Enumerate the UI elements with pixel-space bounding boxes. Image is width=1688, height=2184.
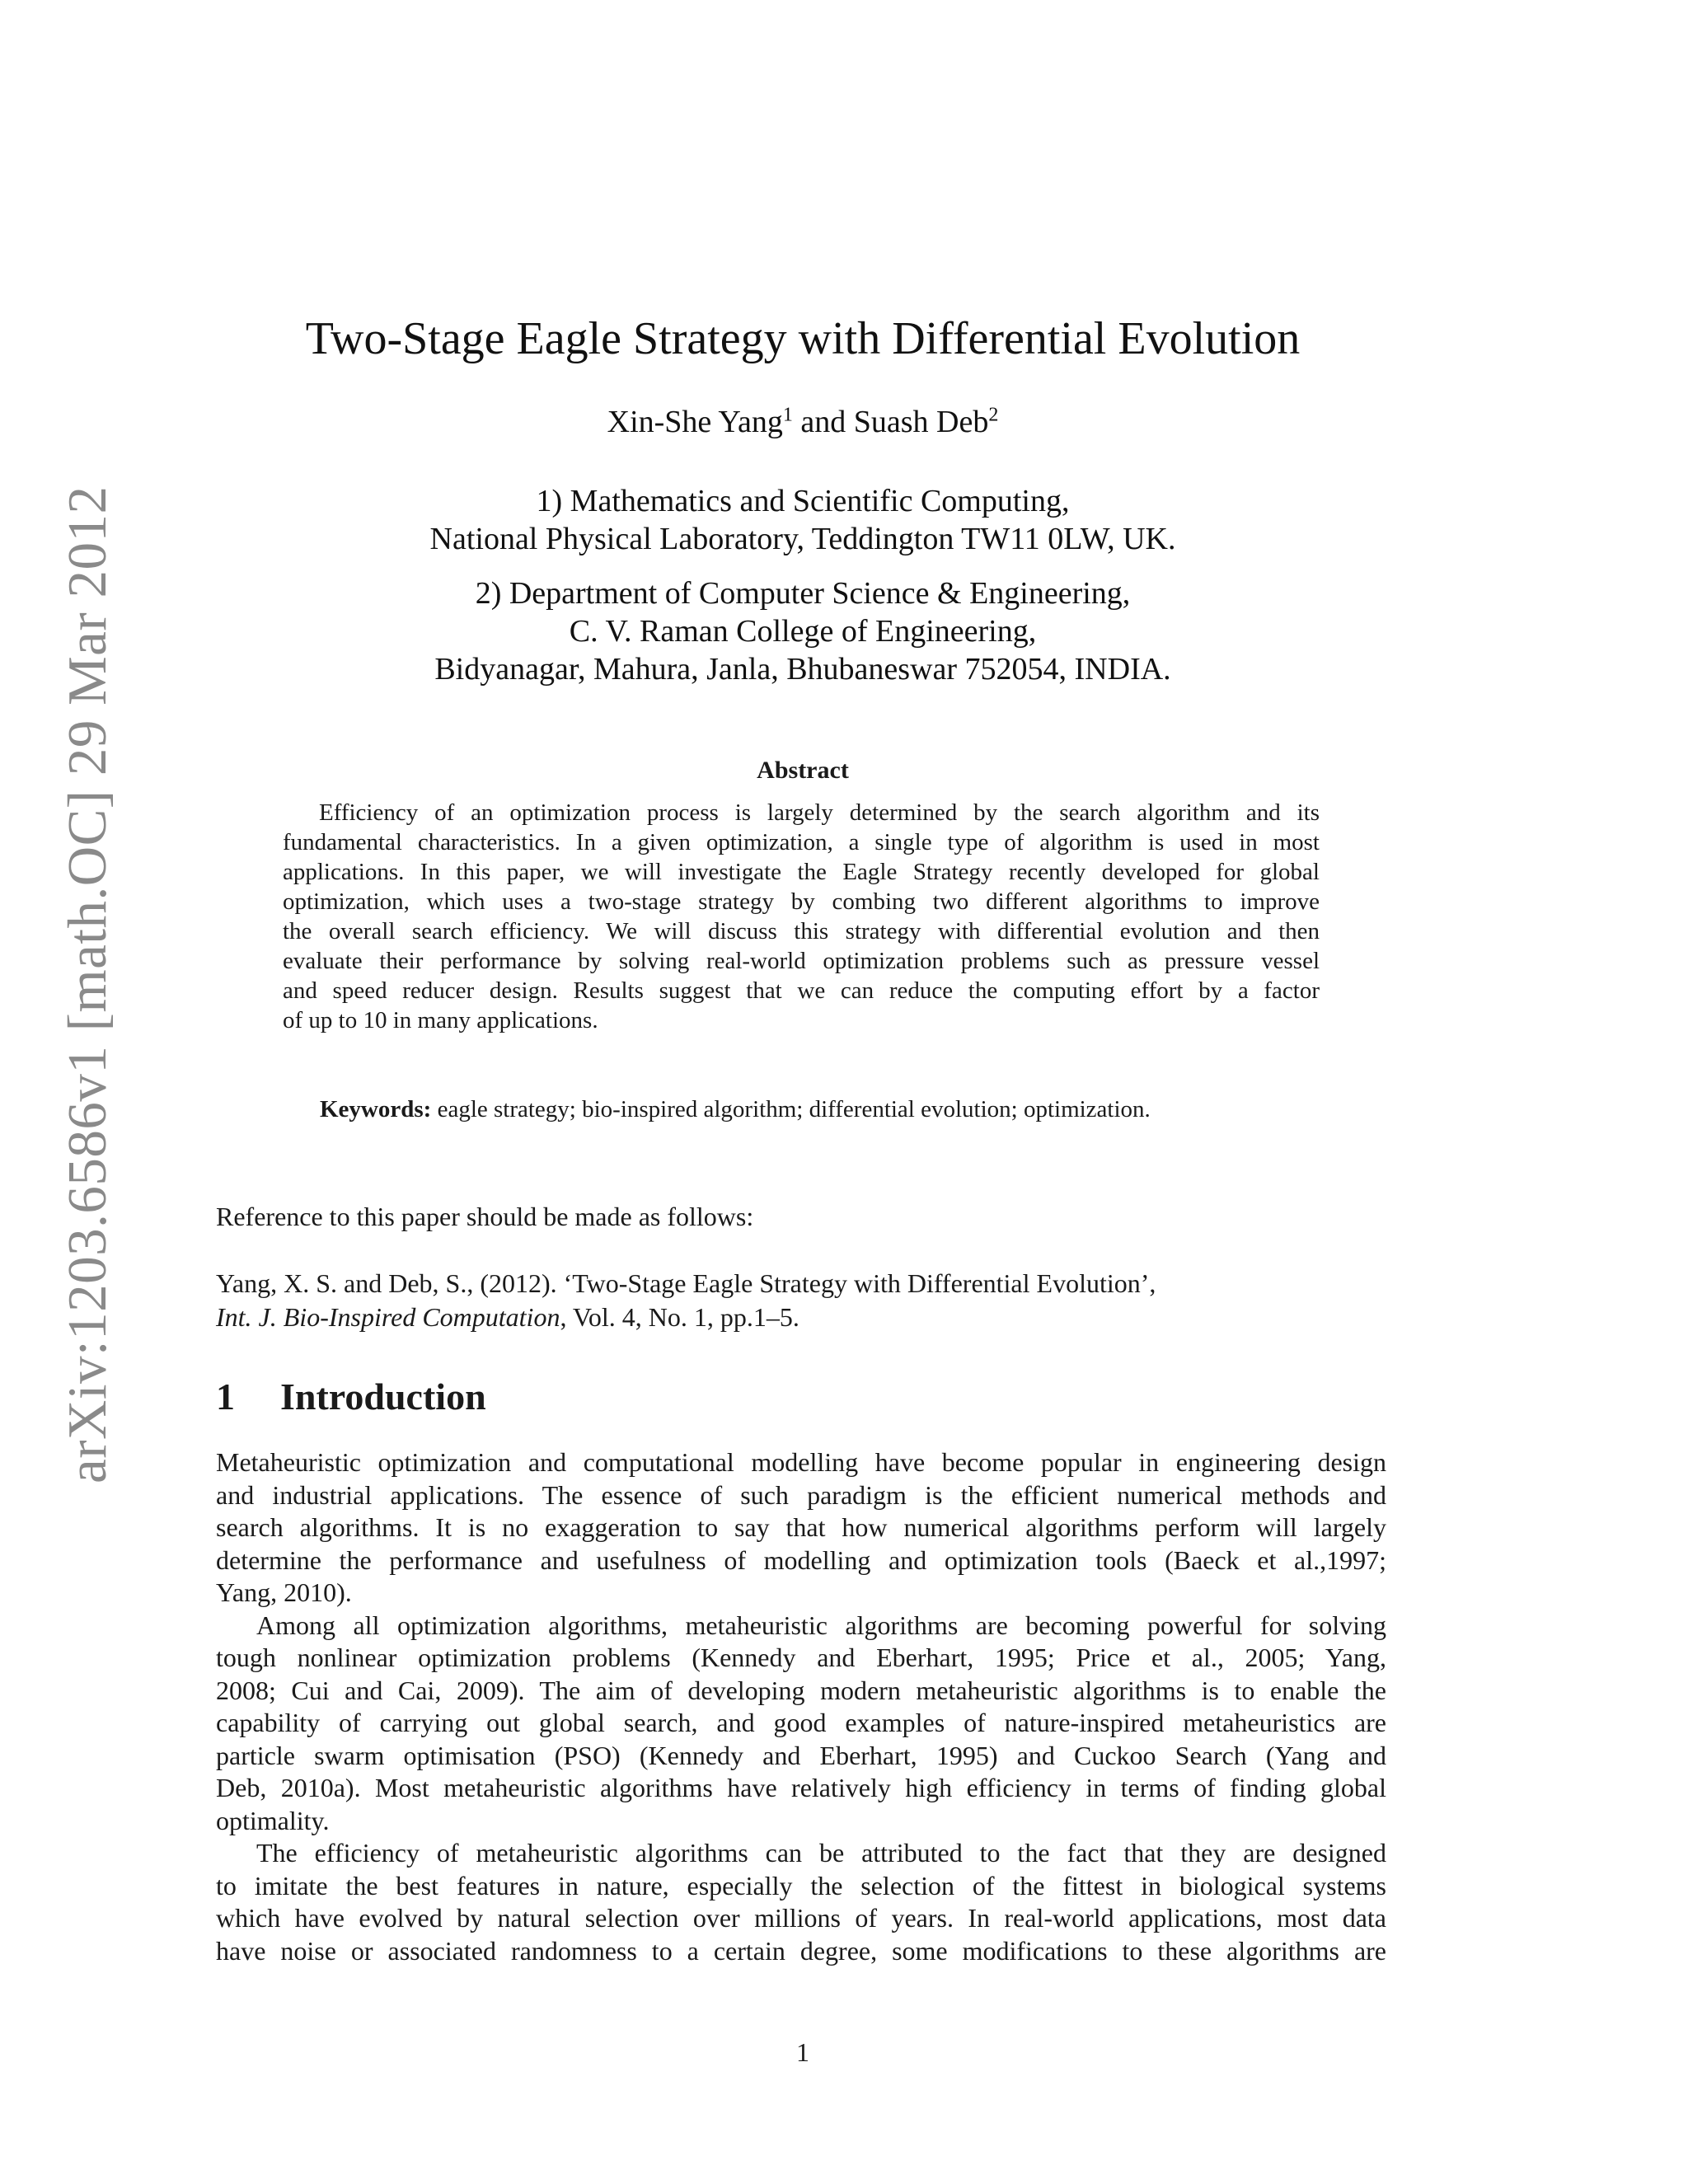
affiliation-block xyxy=(0,574,1606,688)
journal-name: Int. J. Bio-Inspired Computation xyxy=(216,1302,560,1332)
affiliation-block xyxy=(0,482,1606,558)
body-line: optimality. xyxy=(216,1805,330,1835)
body-line: and industrial applications. The essence of such paradigm is the efficient numerical methods and xyxy=(216,1479,1386,1510)
body-line: capability of carrying out global search, and good examples of nature-inspired metaheuristics are xyxy=(216,1708,1386,1737)
section-title: Introduction xyxy=(280,1376,486,1418)
body-line: to imitate the best features in nature, especially the selection of the fittest in biological systems xyxy=(216,1870,1386,1900)
body-line: Deb, 2010a). Most metaheuristic algorithms have relatively high efficiency in terms of finding global xyxy=(216,1773,1386,1802)
abstract-text xyxy=(283,798,1320,1035)
affiliation-marker: 2 xyxy=(988,404,999,426)
body-line: have noise or associated randomness to a certain degree, some modifications to these algorithms are xyxy=(216,1935,1386,1966)
affiliation-marker: 1 xyxy=(782,404,793,426)
abstract-line: Efficiency of an optimization process is largely determined by the search algorithm and its xyxy=(319,799,1320,826)
body-line: Yang, 2010). xyxy=(216,1577,352,1607)
arxiv-identifier-stamp: arXiv:1203.6586v1 [math.OC] 29 Mar 2012 xyxy=(57,485,118,1483)
section-number: 1 xyxy=(216,1376,235,1418)
abstract-line: and speed reducer design. Results suggest that we can reduce the computing effort by a factor xyxy=(283,977,1320,1004)
page-number: 1 xyxy=(796,2037,809,2067)
affiliation-line: National Physical Laboratory, Teddington TW11 0LW, UK. xyxy=(429,522,1176,556)
abstract-heading: Abstract xyxy=(757,757,849,784)
citation-block xyxy=(216,1267,1156,1334)
abstract-line: evaluate their performance by solving real-world optimization problems such as pressure vessel xyxy=(283,948,1320,974)
abstract-line: the overall search efficiency. We will discuss this strategy with differential evolution and then xyxy=(283,918,1320,944)
citation-line xyxy=(216,1301,1156,1334)
author-line xyxy=(0,404,1606,440)
body-line: which have evolved by natural selection over millions of years. In real-world applications, most data xyxy=(216,1903,1386,1933)
introduction-body xyxy=(216,1446,1386,1967)
body-line: Metaheuristic optimization and computational modelling have become popular in engineering design xyxy=(216,1447,1386,1477)
abstract-line: applications. In this paper, we will investigate the Eagle Strategy recently developed for global xyxy=(283,859,1320,885)
paper-title: Two-Stage Eagle Strategy with Differential Evolution xyxy=(305,313,1301,364)
affiliation-line: Bidyanagar, Mahura, Janla, Bhubaneswar 752054, INDIA. xyxy=(434,652,1171,687)
keywords-text: eagle strategy; bio-inspired algorithm; differential evolution; optimization. xyxy=(431,1096,1151,1122)
body-line: particle swarm optimisation (PSO) (Kennedy and Eberhart, 1995) and Cuckoo Search (Yang and xyxy=(216,1740,1386,1770)
affiliation-line: C. V. Raman College of Engineering, xyxy=(569,614,1037,649)
body-line: determine the performance and usefulness of modelling and optimization tools (Baeck et al.,1997; xyxy=(216,1544,1386,1575)
abstract-line: of up to 10 in many applications. xyxy=(283,1007,598,1033)
author-name: Suash Deb xyxy=(853,405,989,439)
citation-line: Yang, X. S. and Deb, S., (2012). ‘Two-Stage Eagle Strategy with Differential Evolution’, xyxy=(216,1268,1156,1298)
abstract-line: optimization, which uses a two-stage strategy by combing two different algorithms to improve xyxy=(283,888,1320,915)
citation-details: , Vol. 4, No. 1, pp.1–5. xyxy=(560,1302,799,1332)
body-line: tough nonlinear optimization problems (Kennedy and Eberhart, 1995; Price et al., 2005; Yang, xyxy=(216,1643,1386,1672)
keywords-line xyxy=(320,1096,1151,1123)
body-line: 2008; Cui and Cai, 2009). The aim of developing modern metaheuristic algorithms is to enable the xyxy=(216,1675,1386,1705)
body-line: The efficiency of metaheuristic algorithms can be attributed to the fact that they are designed xyxy=(256,1838,1386,1868)
body-line: search algorithms. It is no exaggeration to say that how numerical algorithms perform will largely xyxy=(216,1512,1386,1542)
author-conjunction: and xyxy=(792,405,854,439)
keywords-label: Keywords: xyxy=(320,1096,432,1122)
abstract-line: fundamental characteristics. In a given optimization, a single type of algorithm is used in most xyxy=(283,829,1320,855)
author-name: Xin-She Yang xyxy=(607,405,783,439)
affiliation-line: 2) Department of Computer Science & Engineering, xyxy=(475,576,1131,611)
reference-intro: Reference to this paper should be made as follows: xyxy=(216,1202,754,1231)
section-heading xyxy=(216,1375,486,1418)
affiliation-line: 1) Mathematics and Scientific Computing, xyxy=(536,484,1070,518)
body-line: Among all optimization algorithms, metaheuristic algorithms are becoming powerful for solving xyxy=(256,1610,1386,1640)
